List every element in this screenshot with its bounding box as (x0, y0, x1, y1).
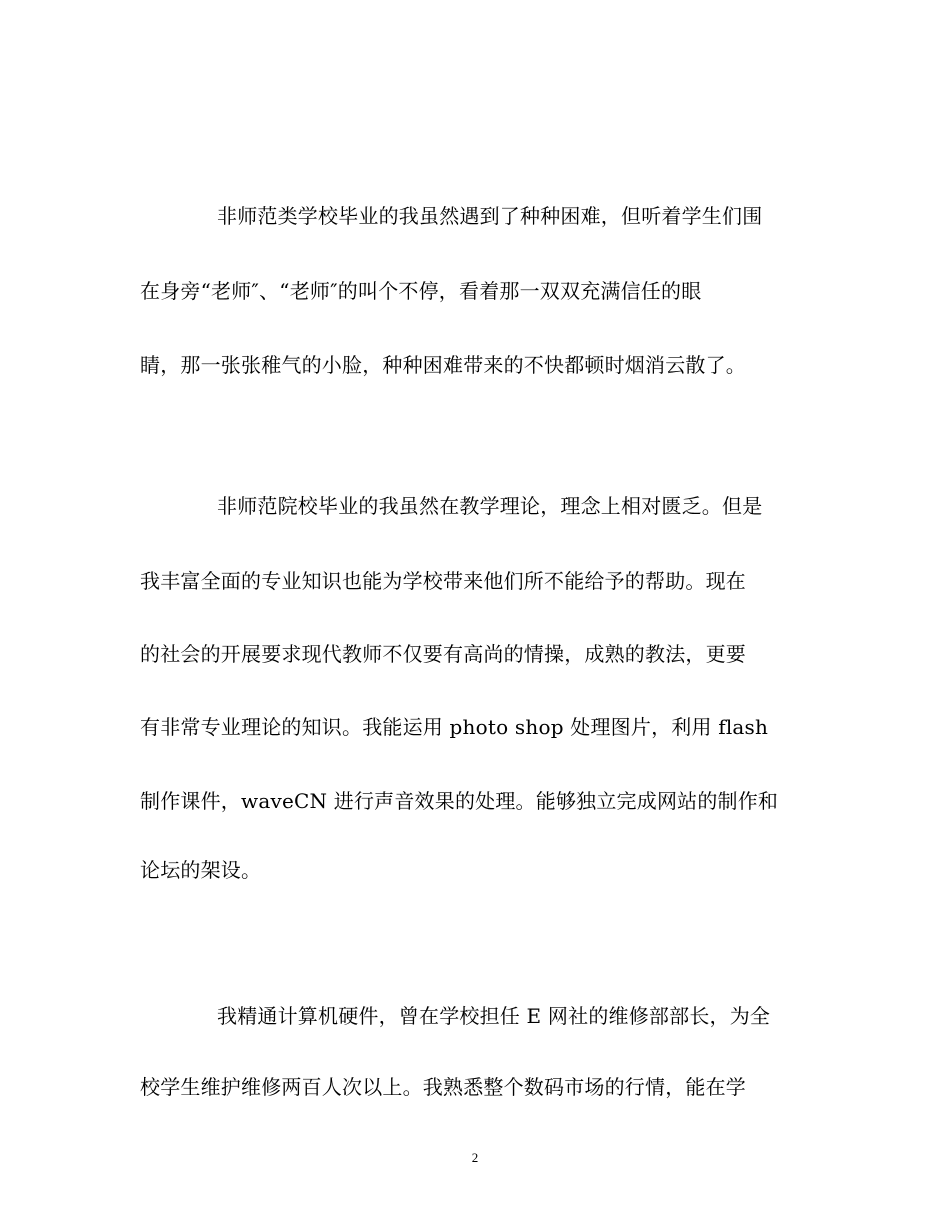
paragraph-2-line-2: 我丰富全面的专业知识也能为学校带来他们所不能给予的帮助。现在 (140, 569, 746, 593)
paragraph-2-line-1: 非师范院校毕业的我虽然在教学理论，理念上相对匮乏。但是 (217, 494, 763, 518)
paragraph-2-line-6: 论坛的架设。 (140, 858, 262, 882)
paragraph-2-line-4: 有非常专业理论的知识。我能运用 photo shop 处理图片，利用 flash (140, 715, 769, 739)
paragraph-1-line-2: 在身旁“老师″、“老师″的叫个不停，看着那一双双充满信任的眼 (140, 279, 702, 303)
paragraph-3-line-2: 校学生维护维修两百人次以上。我熟悉整个数码市场的行情，能在学 (140, 1075, 746, 1099)
page-number: 2 (471, 1150, 479, 1165)
paragraph-3-line-1: 我精通计算机硬件，曾在学校担任 E 网社的维修部部长，为全 (217, 1004, 771, 1028)
paragraph-2-line-3: 的社会的开展要求现代教师不仅要有高尚的情操，成熟的教法，更要 (140, 642, 746, 666)
paragraph-1-line-3: 睛，那一张张稚气的小脸，种种困难带来的不快都顿时烟消云散了。 (140, 353, 746, 377)
paragraph-2-line-5: 制作课件，waveCN 进行声音效果的处理。能够独立完成网站的制作和 (140, 789, 779, 813)
paragraph-1-line-1: 非师范类学校毕业的我虽然遇到了种种困难，但听着学生们围 (217, 204, 763, 228)
